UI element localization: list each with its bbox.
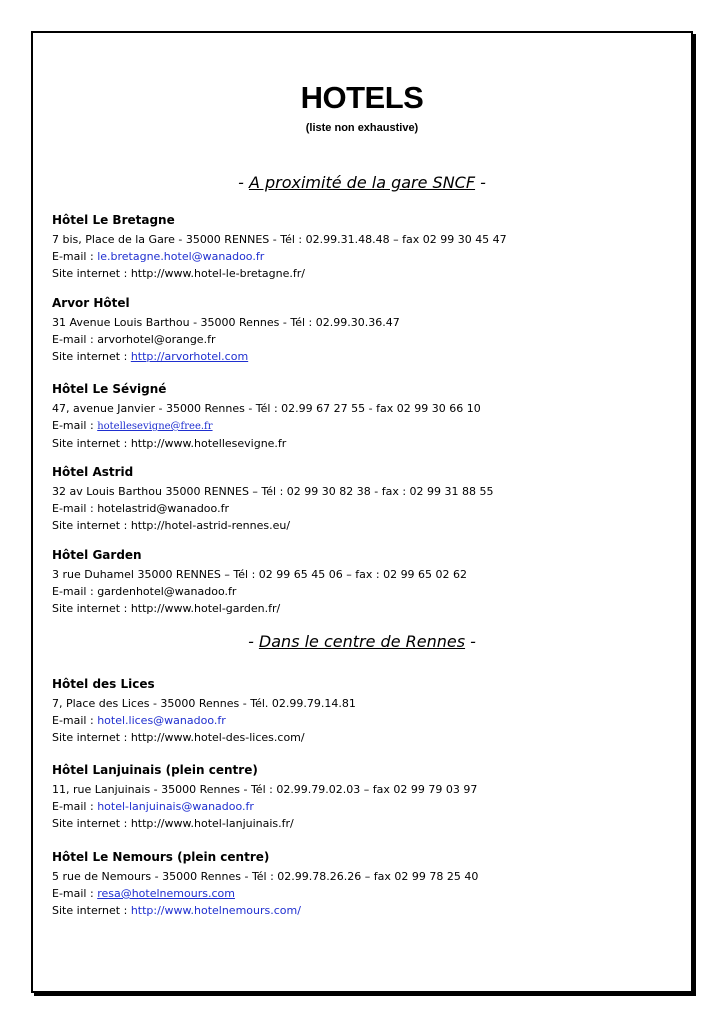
hotel-site-line: Site internet : http://www.hotel-lanjuinais.fr/ <box>52 817 294 830</box>
hotel-entry-le-sevigne <box>52 381 652 452</box>
hotel-email-link[interactable]: hotelastrid@wanadoo.fr <box>97 502 229 515</box>
section-heading-text: A proximité de la gare SNCF <box>248 173 476 192</box>
hotel-site-line: Site internet : http://www.hotellesevigne.fr <box>52 437 287 450</box>
hotel-address: 32 av Louis Barthou 35000 RENNES – Tél : 02 99 30 82 38 - fax : 02 99 31 88 55 <box>52 485 494 498</box>
hotel-site-line: Site internet : http://www.hotel-le-bretagne.fr/ <box>52 267 305 280</box>
hotel-name: Hôtel Le Bretagne <box>52 213 175 227</box>
hotel-email-line: E-mail : gardenhotel@wanadoo.fr <box>52 585 237 598</box>
hotel-site-line: Site internet : http://www.hotel-des-lices.com/ <box>52 731 305 744</box>
hotel-email-link[interactable]: gardenhotel@wanadoo.fr <box>97 585 237 598</box>
hotel-site-line: Site internet : http://www.hotel-garden.fr/ <box>52 602 281 615</box>
hotel-entry-lanjuinais <box>52 762 652 832</box>
hotel-name: Hôtel Astrid <box>52 465 134 479</box>
hotel-email-link[interactable]: arvorhotel@orange.fr <box>97 333 216 346</box>
hotel-email-link[interactable]: hotel.lices@wanadoo.fr <box>97 714 226 727</box>
page-title: HOTELS <box>300 80 424 115</box>
hotel-email-line: E-mail : resa@hotelnemours.com <box>52 887 235 900</box>
hotel-entry-astrid <box>52 464 652 534</box>
hotel-email-line: E-mail : hotel-lanjuinais@wanadoo.fr <box>52 800 254 813</box>
hotel-name: Hôtel Le Sévigné <box>52 382 167 396</box>
hotel-entry-garden <box>52 547 652 617</box>
hotel-name: Arvor Hôtel <box>52 296 130 310</box>
hotel-site-link[interactable]: http://www.hotel-garden.fr/ <box>130 602 281 615</box>
hotel-name: Hôtel Garden <box>52 548 142 562</box>
hotel-site-link[interactable]: http://arvorhotel.com <box>130 350 249 363</box>
page-subtitle: (liste non exhaustive) <box>305 122 419 134</box>
hotel-entry-arvor <box>52 295 652 365</box>
hotel-address: 7, Place des Lices - 35000 Rennes - Tél. 02.99.79.14.81 <box>52 697 356 710</box>
hotel-site-link[interactable]: http://www.hotellesevigne.fr <box>130 437 287 450</box>
hotel-site-link[interactable]: http://www.hotelnemours.com/ <box>130 904 301 917</box>
hotel-entry-le-bretagne <box>52 212 652 282</box>
hotel-email-line: E-mail : arvorhotel@orange.fr <box>52 333 216 346</box>
hotel-address: 47, avenue Janvier - 35000 Rennes - Tél : 02.99 67 27 55 - fax 02 99 30 66 10 <box>52 402 481 415</box>
hotel-address: 5 rue de Nemours - 35000 Rennes - Tél : 02.99.78.26.26 – fax 02 99 78 25 40 <box>52 870 479 883</box>
hotel-email-link[interactable]: hotel-lanjuinais@wanadoo.fr <box>97 800 254 813</box>
hotel-site-link[interactable]: http://www.hotel-le-bretagne.fr/ <box>130 267 305 280</box>
section-heading-gare: - A proximité de la gare SNCF - <box>238 173 486 192</box>
section-heading-text: Dans le centre de Rennes <box>258 632 466 651</box>
hotel-email-link[interactable]: le.bretagne.hotel@wanadoo.fr <box>97 250 265 263</box>
hotel-site-line: Site internet : http://arvorhotel.com <box>52 350 249 363</box>
hotel-address: 31 Avenue Louis Barthou - 35000 Rennes - Tél : 02.99.30.36.47 <box>52 316 400 329</box>
hotel-email-link[interactable]: resa@hotelnemours.com <box>97 887 235 900</box>
hotel-site-link[interactable]: http://hotel-astrid-rennes.eu/ <box>130 519 291 532</box>
hotel-email-line: E-mail : hotelastrid@wanadoo.fr <box>52 502 229 515</box>
hotel-address: 3 rue Duhamel 35000 RENNES – Tél : 02 99 65 45 06 – fax : 02 99 65 02 62 <box>52 568 468 581</box>
hotel-email-line: E-mail : le.bretagne.hotel@wanadoo.fr <box>52 250 265 263</box>
hotel-entry-des-lices <box>52 676 652 746</box>
hotel-address: 7 bis, Place de la Gare - 35000 RENNES - Tél : 02.99.31.48.48 – fax 02 99 30 45 47 <box>52 233 507 246</box>
hotel-site-link[interactable]: http://www.hotel-lanjuinais.fr/ <box>130 817 294 830</box>
hotel-site-link[interactable]: http://www.hotel-des-lices.com/ <box>130 731 305 744</box>
hotel-site-line: Site internet : http://hotel-astrid-rennes.eu/ <box>52 519 291 532</box>
hotel-name: Hôtel Lanjuinais (plein centre) <box>52 763 258 777</box>
hotel-email-line: E-mail : hotellesevigne@free.fr <box>52 419 213 432</box>
hotel-name: Hôtel des Lices <box>52 677 155 691</box>
hotel-address: 11, rue Lanjuinais - 35000 Rennes - Tél : 02.99.79.02.03 – fax 02 99 79 03 97 <box>52 783 478 796</box>
hotel-name: Hôtel Le Nemours (plein centre) <box>52 850 270 864</box>
hotel-email-link[interactable]: hotellesevigne@free.fr <box>97 421 213 432</box>
hotel-email-line: E-mail : hotel.lices@wanadoo.fr <box>52 714 226 727</box>
hotel-entry-le-nemours <box>52 849 652 919</box>
section-heading-centre: - Dans le centre de Rennes - <box>248 632 476 651</box>
hotel-site-line: Site internet : http://www.hotelnemours.com/ <box>52 904 301 917</box>
